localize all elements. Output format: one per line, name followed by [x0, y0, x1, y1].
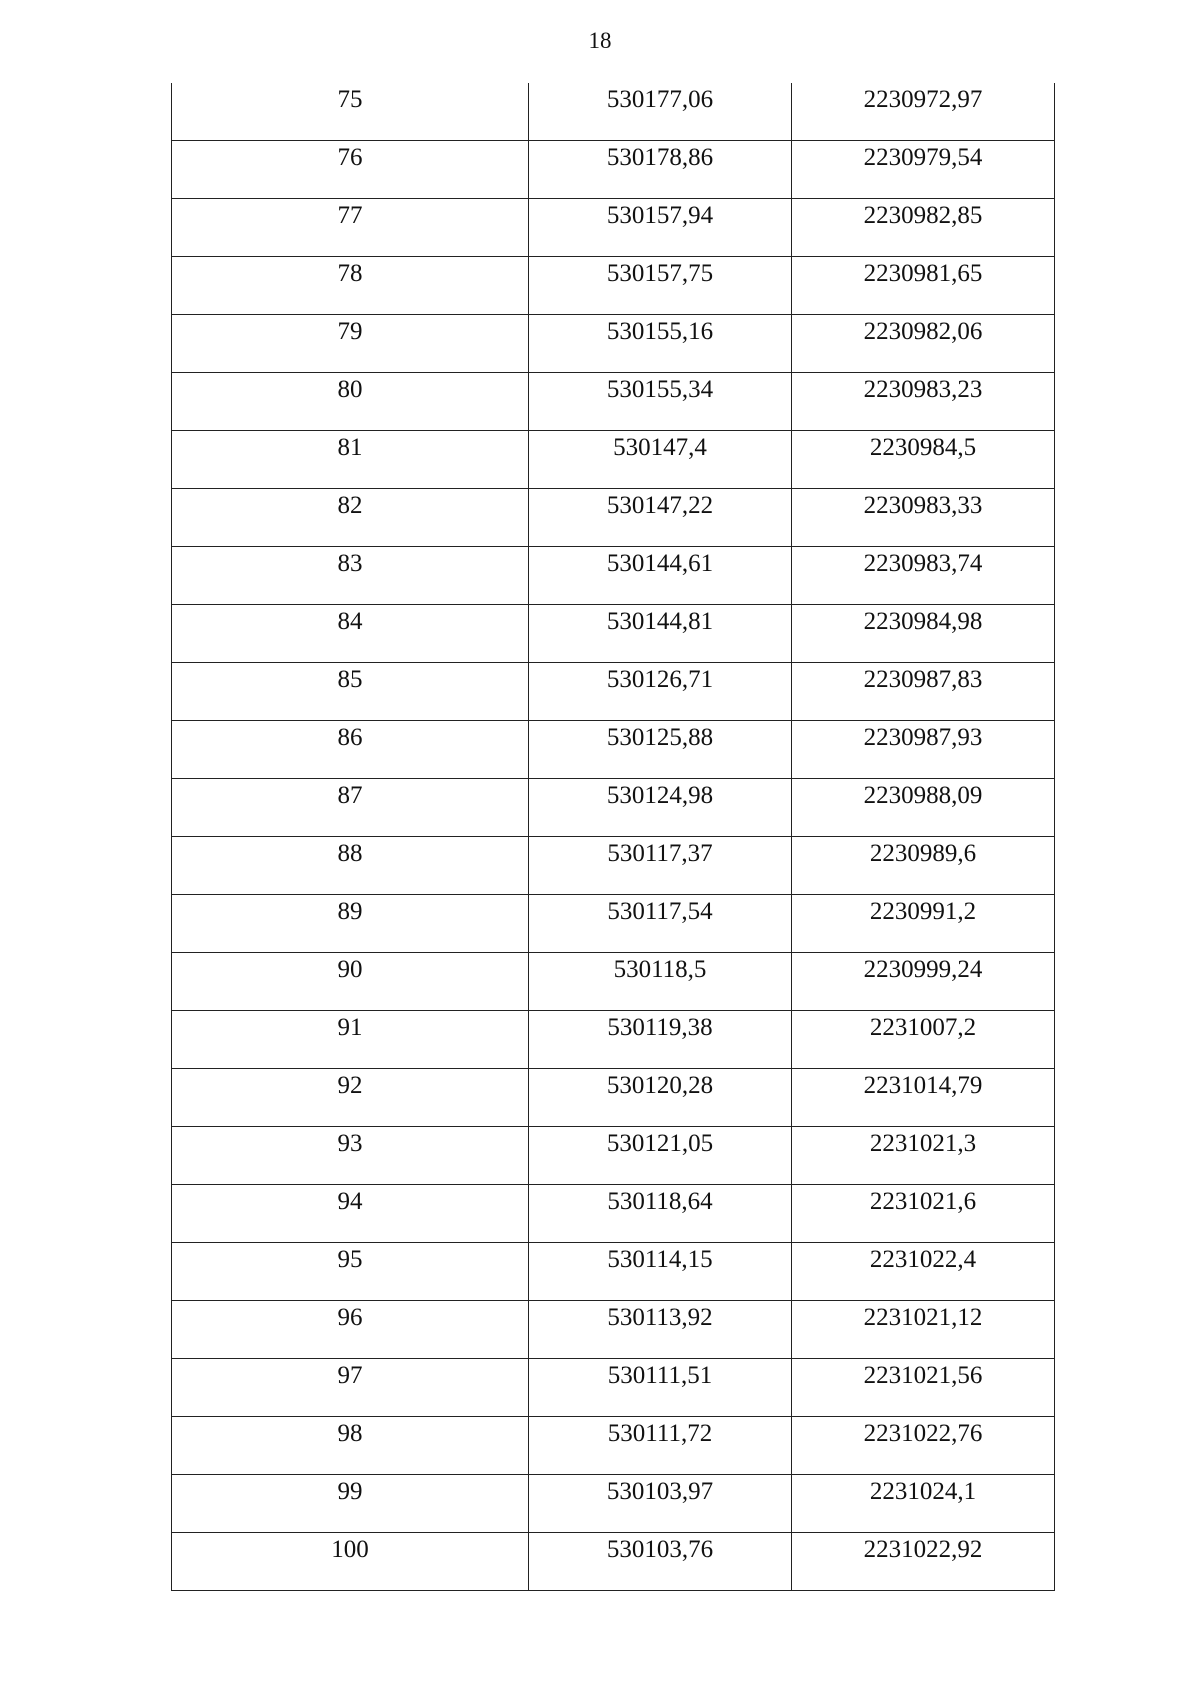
y-coordinate-cell [792, 315, 1055, 373]
cell-text: 2230999,24 [863, 956, 983, 983]
cell-text: 2231021,12 [863, 1304, 983, 1331]
cell-text: 530147,4 [613, 434, 707, 461]
point-number-cell [172, 1069, 529, 1127]
point-number-cell [172, 1417, 529, 1475]
x-coordinate-cell [529, 141, 792, 199]
cell-text: 530155,34 [606, 376, 714, 403]
table-row [172, 1533, 1055, 1591]
y-coordinate-cell [792, 1243, 1055, 1301]
y-coordinate-cell [792, 83, 1055, 141]
x-coordinate-cell [529, 663, 792, 721]
cell-text: 530177,06 [606, 86, 714, 113]
cell-text: 84 [337, 608, 363, 635]
table-row [172, 489, 1055, 547]
table-row [172, 141, 1055, 199]
y-coordinate-cell [792, 1011, 1055, 1069]
x-coordinate-cell [529, 489, 792, 547]
y-coordinate-cell [792, 373, 1055, 431]
y-coordinate-cell [792, 199, 1055, 257]
table-row [172, 1243, 1055, 1301]
table-row [172, 953, 1055, 1011]
cell-text: 530126,71 [606, 666, 714, 693]
table-row [172, 315, 1055, 373]
y-coordinate-cell [792, 1301, 1055, 1359]
x-coordinate-cell [529, 1185, 792, 1243]
cell-text: 82 [337, 492, 363, 519]
cell-text: 2231014,79 [863, 1072, 983, 1099]
y-coordinate-cell [792, 837, 1055, 895]
point-number-cell [172, 895, 529, 953]
y-coordinate-cell [792, 489, 1055, 547]
coordinates-table-body [172, 83, 1055, 1591]
cell-text: 2231024,1 [869, 1478, 977, 1505]
x-coordinate-cell [529, 1475, 792, 1533]
x-coordinate-cell [529, 1301, 792, 1359]
cell-text: 2231021,6 [869, 1188, 977, 1215]
x-coordinate-cell [529, 837, 792, 895]
cell-text: 2230981,65 [863, 260, 983, 287]
table-row [172, 199, 1055, 257]
point-number-cell [172, 663, 529, 721]
y-coordinate-cell [792, 1069, 1055, 1127]
table-row [172, 431, 1055, 489]
cell-text: 530121,05 [606, 1130, 714, 1157]
table-row [172, 83, 1055, 141]
y-coordinate-cell [792, 895, 1055, 953]
cell-text: 88 [337, 840, 363, 867]
point-number-cell [172, 721, 529, 779]
table-row [172, 721, 1055, 779]
table-row [172, 837, 1055, 895]
cell-text: 2230984,98 [863, 608, 983, 635]
x-coordinate-cell [529, 315, 792, 373]
x-coordinate-cell [529, 1243, 792, 1301]
cell-text: 86 [337, 724, 363, 751]
cell-text: 90 [337, 956, 363, 983]
cell-text: 83 [337, 550, 363, 577]
cell-text: 99 [337, 1478, 363, 1505]
cell-text: 530125,88 [606, 724, 714, 751]
cell-text: 530114,15 [607, 1246, 713, 1273]
cell-text: 2230983,33 [863, 492, 983, 519]
x-coordinate-cell [529, 1011, 792, 1069]
cell-text: 530147,22 [606, 492, 714, 519]
point-number-cell [172, 1359, 529, 1417]
cell-text: 530124,98 [606, 782, 714, 809]
y-coordinate-cell [792, 1359, 1055, 1417]
y-coordinate-cell [792, 721, 1055, 779]
table-row [172, 1011, 1055, 1069]
point-number-cell [172, 431, 529, 489]
cell-text: 98 [337, 1420, 363, 1447]
point-number-cell [172, 1301, 529, 1359]
point-number-cell [172, 953, 529, 1011]
cell-text: 530111,72 [607, 1420, 713, 1447]
x-coordinate-cell [529, 721, 792, 779]
x-coordinate-cell [529, 779, 792, 837]
cell-text: 81 [337, 434, 363, 461]
x-coordinate-cell [529, 895, 792, 953]
cell-text: 2231022,76 [863, 1420, 983, 1447]
point-number-cell [172, 1127, 529, 1185]
y-coordinate-cell [792, 141, 1055, 199]
table-row [172, 1475, 1055, 1533]
cell-text: 2230982,85 [863, 202, 983, 229]
cell-text: 75 [337, 86, 363, 113]
cell-text: 77 [337, 202, 363, 229]
cell-text: 100 [331, 1536, 369, 1563]
x-coordinate-cell [529, 605, 792, 663]
cell-text: 80 [337, 376, 363, 403]
cell-text: 2230987,93 [863, 724, 983, 751]
cell-text: 95 [337, 1246, 363, 1273]
y-coordinate-cell [792, 1127, 1055, 1185]
table-row [172, 605, 1055, 663]
table-row [172, 1417, 1055, 1475]
cell-text: 91 [337, 1014, 363, 1041]
cell-text: 79 [337, 318, 363, 345]
table-row [172, 895, 1055, 953]
x-coordinate-cell [529, 1069, 792, 1127]
point-number-cell [172, 373, 529, 431]
x-coordinate-cell [529, 1417, 792, 1475]
y-coordinate-cell [792, 1475, 1055, 1533]
cell-text: 2230983,74 [863, 550, 983, 577]
x-coordinate-cell [529, 431, 792, 489]
cell-text: 2231021,3 [869, 1130, 977, 1157]
point-number-cell [172, 1475, 529, 1533]
cell-text: 2231021,56 [863, 1362, 983, 1389]
cell-text: 530117,54 [607, 898, 713, 925]
table-row [172, 1127, 1055, 1185]
point-number-cell [172, 779, 529, 837]
x-coordinate-cell [529, 199, 792, 257]
point-number-cell [172, 141, 529, 199]
point-number-cell [172, 1243, 529, 1301]
table-row [172, 257, 1055, 315]
table-row [172, 1301, 1055, 1359]
cell-text: 530113,92 [607, 1304, 713, 1331]
cell-text: 93 [337, 1130, 363, 1157]
cell-text: 2230972,97 [863, 86, 983, 113]
point-number-cell [172, 1533, 529, 1591]
cell-text: 530120,28 [606, 1072, 714, 1099]
table-row [172, 373, 1055, 431]
point-number-cell [172, 199, 529, 257]
cell-text: 530117,37 [607, 840, 713, 867]
y-coordinate-cell [792, 1533, 1055, 1591]
cell-text: 2230988,09 [863, 782, 983, 809]
cell-text: 530144,61 [606, 550, 714, 577]
x-coordinate-cell [529, 1127, 792, 1185]
cell-text: 2230979,54 [863, 144, 983, 171]
y-coordinate-cell [792, 779, 1055, 837]
table-row [172, 547, 1055, 605]
cell-text: 78 [337, 260, 363, 287]
x-coordinate-cell [529, 83, 792, 141]
cell-text: 530111,51 [607, 1362, 713, 1389]
cell-text: 2230987,83 [863, 666, 983, 693]
cell-text: 2230991,2 [869, 898, 977, 925]
y-coordinate-cell [792, 1185, 1055, 1243]
cell-text: 2231007,2 [869, 1014, 977, 1041]
y-coordinate-cell [792, 257, 1055, 315]
table-row [172, 779, 1055, 837]
cell-text: 2230982,06 [863, 318, 983, 345]
cell-text: 87 [337, 782, 363, 809]
point-number-cell [172, 837, 529, 895]
point-number-cell [172, 83, 529, 141]
point-number-cell [172, 315, 529, 373]
y-coordinate-cell [792, 953, 1055, 1011]
y-coordinate-cell [792, 663, 1055, 721]
cell-text: 530155,16 [606, 318, 714, 345]
table-row [172, 1185, 1055, 1243]
x-coordinate-cell [529, 373, 792, 431]
cell-text: 94 [337, 1188, 363, 1215]
cell-text: 2231022,4 [869, 1246, 977, 1273]
cell-text: 530144,81 [606, 608, 714, 635]
x-coordinate-cell [529, 953, 792, 1011]
y-coordinate-cell [792, 1417, 1055, 1475]
x-coordinate-cell [529, 1533, 792, 1591]
cell-text: 2231022,92 [863, 1536, 983, 1563]
point-number-cell [172, 605, 529, 663]
cell-text: 530118,5 [613, 956, 707, 983]
cell-text: 2230984,5 [869, 434, 977, 461]
point-number-cell [172, 1185, 529, 1243]
table-row [172, 1359, 1055, 1417]
cell-text: 2230989,6 [869, 840, 977, 867]
coordinates-table [171, 83, 1055, 1591]
cell-text: 530157,94 [606, 202, 714, 229]
point-number-cell [172, 489, 529, 547]
cell-text: 530157,75 [606, 260, 714, 287]
y-coordinate-cell [792, 547, 1055, 605]
cell-text: 530178,86 [606, 144, 714, 171]
x-coordinate-cell [529, 547, 792, 605]
cell-text: 530118,64 [607, 1188, 713, 1215]
cell-text: 96 [337, 1304, 363, 1331]
point-number-cell [172, 547, 529, 605]
y-coordinate-cell [792, 605, 1055, 663]
cell-text: 76 [337, 144, 363, 171]
x-coordinate-cell [529, 1359, 792, 1417]
page-number: 18 [588, 28, 612, 53]
cell-text: 530119,38 [607, 1014, 713, 1041]
y-coordinate-cell [792, 431, 1055, 489]
point-number-cell [172, 1011, 529, 1069]
cell-text: 2230983,23 [863, 376, 983, 403]
x-coordinate-cell [529, 257, 792, 315]
cell-text: 85 [337, 666, 363, 693]
table-row [172, 1069, 1055, 1127]
cell-text: 530103,76 [606, 1536, 714, 1563]
table-row [172, 663, 1055, 721]
cell-text: 89 [337, 898, 363, 925]
cell-text: 97 [337, 1362, 363, 1389]
cell-text: 92 [337, 1072, 363, 1099]
cell-text: 530103,97 [606, 1478, 714, 1505]
point-number-cell [172, 257, 529, 315]
